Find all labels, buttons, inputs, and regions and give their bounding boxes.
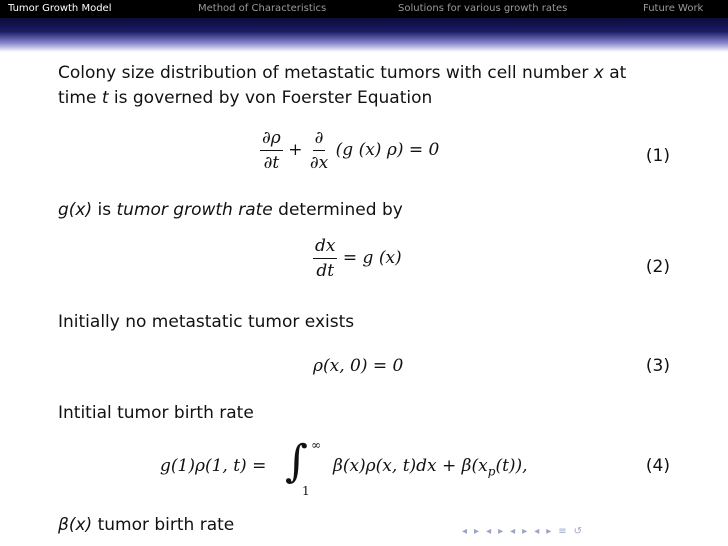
- equation-4-rhs-end: (t)),: [495, 456, 528, 476]
- nav-prev-frame-icon[interactable]: ◂: [462, 526, 468, 537]
- nav-prev-subsection-icon[interactable]: ◂: [486, 526, 492, 537]
- fraction-numerator: dx: [313, 236, 337, 259]
- equation-1: [260, 128, 439, 173]
- growth-symbol: g(x): [58, 200, 93, 220]
- equation-4-rhs: [333, 456, 528, 478]
- birth-rate-text: Intitial tumor birth rate: [58, 403, 254, 423]
- fraction-dx-dt: [313, 236, 337, 281]
- plus-sign: +: [288, 140, 303, 160]
- nav-outline-icon[interactable]: ≡: [558, 526, 567, 537]
- growth-is: is: [92, 200, 117, 220]
- fraction-numerator: ∂: [313, 128, 326, 151]
- fraction-denominator: dt: [316, 261, 335, 281]
- integral-lower-limit: 1: [302, 484, 310, 498]
- header-gradient: [0, 18, 728, 52]
- nav-item-solutions[interactable]: Solutions for various growth rates: [398, 3, 568, 14]
- equation-number-1: (1): [645, 146, 670, 166]
- beta-line: [58, 514, 234, 536]
- equation-4-lhs: g(1)ρ(1, t) =: [160, 456, 267, 476]
- beamer-navigation: [462, 525, 582, 539]
- nav-next-part-icon[interactable]: ▸: [546, 526, 552, 537]
- growth-text: determined by: [272, 200, 403, 220]
- equation-4-rhs-main: β(x)ρ(x, t)dx + β(x: [333, 456, 488, 476]
- intro-var-x: x: [593, 63, 604, 83]
- integral-sign: ∫: [285, 436, 308, 487]
- nav-item-future-work[interactable]: Future Work: [643, 3, 704, 14]
- fraction-drho-dt: [260, 128, 283, 173]
- nav-next-frame-icon[interactable]: ▸: [474, 526, 480, 537]
- equation-number-2: (2): [645, 257, 670, 277]
- intro-text-c: time: [58, 88, 102, 108]
- equation-number-3: (3): [645, 356, 670, 376]
- growth-rate-line: [58, 199, 403, 221]
- intro-text-d: is governed by von Foerster Equation: [108, 88, 433, 108]
- growth-term: tumor growth rate: [116, 200, 273, 220]
- initial-condition-text: Initially no metastatic tumor exists: [58, 312, 355, 332]
- fraction-d-dx: [308, 128, 330, 173]
- section-navbar: [0, 0, 728, 18]
- intro-line-2: [58, 87, 432, 109]
- fraction-numerator: ∂ρ: [260, 128, 283, 151]
- equation-3: ρ(x, 0) = 0: [313, 356, 404, 376]
- nav-prev-part-icon[interactable]: ◂: [534, 526, 540, 537]
- intro-line-1: [58, 62, 626, 84]
- nav-item-tumor-growth-model[interactable]: Tumor Growth Model: [8, 3, 112, 14]
- fraction-denominator: ∂t: [263, 153, 280, 173]
- equation-number-4: (4): [645, 456, 670, 476]
- equation-2-tail: = g (x): [342, 248, 402, 268]
- equation-2: [313, 236, 402, 281]
- subscript-p: p: [487, 464, 496, 479]
- nav-prev-section-icon[interactable]: ◂: [510, 526, 516, 537]
- intro-var-t: t: [101, 88, 109, 108]
- nav-search-back-icon[interactable]: ↺: [573, 526, 583, 537]
- intro-text-a: Colony size distribution of metastatic tumors with cell number: [58, 63, 594, 83]
- beta-symbol: β(x): [58, 515, 93, 535]
- nav-next-section-icon[interactable]: ▸: [522, 526, 528, 537]
- beta-text: tumor birth rate: [92, 515, 235, 535]
- nav-item-method-of-characteristics[interactable]: Method of Characteristics: [198, 3, 327, 14]
- integral-upper-limit: ∞: [311, 438, 321, 452]
- intro-text-b: at: [603, 63, 627, 83]
- fraction-denominator: ∂x: [309, 153, 329, 173]
- nav-next-subsection-icon[interactable]: ▸: [498, 526, 504, 537]
- equation-1-tail: (g (x) ρ) = 0: [335, 140, 440, 160]
